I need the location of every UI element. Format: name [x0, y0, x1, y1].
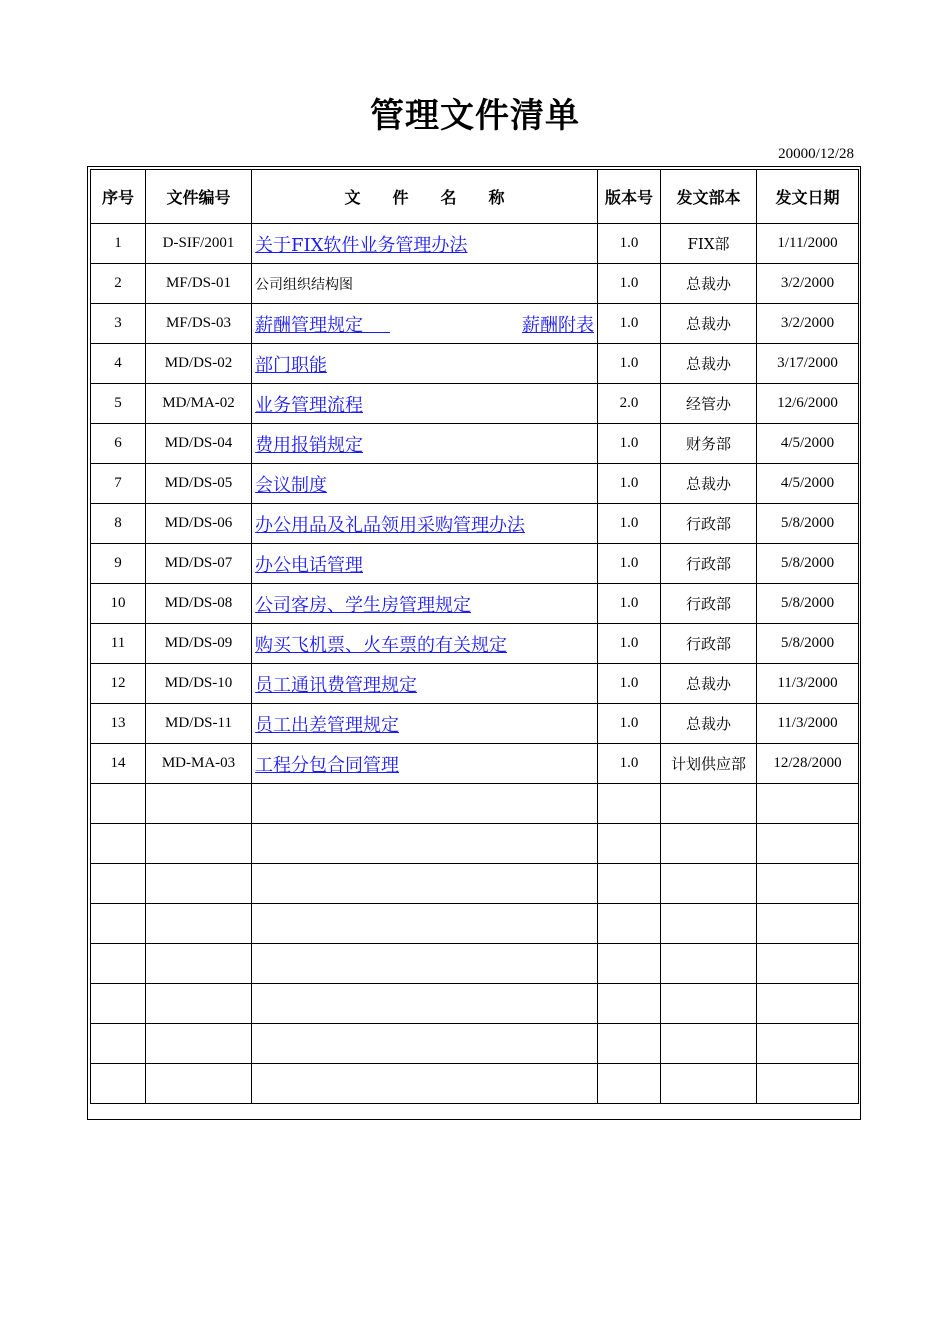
file-link[interactable]: 购买飞机票、火车票的有关规定	[255, 634, 507, 656]
document-date: 20000/12/28	[778, 146, 854, 162]
empty-cell	[598, 1064, 661, 1104]
row-file-name-cell	[252, 664, 598, 704]
empty-cell	[252, 864, 598, 904]
row-number: 5	[91, 384, 146, 424]
row-version: 1.0	[598, 664, 661, 704]
empty-table-row	[91, 944, 859, 984]
row-file-name-cell	[252, 304, 598, 344]
empty-cell	[146, 904, 252, 944]
empty-cell	[598, 944, 661, 984]
empty-cell	[146, 824, 252, 864]
file-link[interactable]: 关于FIX软件业务管理办法	[255, 234, 468, 256]
row-version: 1.0	[598, 504, 661, 544]
row-issue-date: 12/6/2000	[757, 384, 859, 424]
row-file-code: MF/DS-03	[146, 304, 252, 344]
row-dept: 行政部	[661, 584, 757, 624]
empty-cell	[252, 984, 598, 1024]
empty-cell	[598, 784, 661, 824]
empty-cell	[146, 784, 252, 824]
row-file-code: MD-MA-03	[146, 744, 252, 784]
table-row	[91, 704, 859, 744]
empty-cell	[146, 1064, 252, 1104]
row-dept: 总裁办	[661, 704, 757, 744]
row-issue-date: 3/17/2000	[757, 344, 859, 384]
page-title: 管理文件清单	[370, 96, 580, 136]
file-link[interactable]: 员工通讯费管理规定	[255, 674, 417, 696]
row-file-name-cell	[252, 344, 598, 384]
empty-cell	[757, 984, 859, 1024]
row-issue-date: 5/8/2000	[757, 504, 859, 544]
file-link[interactable]: 会议制度	[255, 474, 327, 496]
empty-cell	[661, 824, 757, 864]
row-number: 7	[91, 464, 146, 504]
table-row	[91, 344, 859, 384]
row-dept: 总裁办	[661, 664, 757, 704]
empty-cell	[91, 1064, 146, 1104]
file-link[interactable]: 办公用品及礼品领用采购管理办法	[255, 514, 525, 536]
header-name-char: 名	[440, 188, 457, 207]
empty-cell	[661, 1024, 757, 1064]
empty-cell	[146, 864, 252, 904]
row-file-code: MD/DS-09	[146, 624, 252, 664]
row-dept: 经管办	[661, 384, 757, 424]
empty-cell	[146, 944, 252, 984]
header-no: 序号	[91, 170, 146, 224]
row-file-name-cell	[252, 704, 598, 744]
header-name-char: 件	[392, 188, 409, 207]
table-row	[91, 424, 859, 464]
row-file-name-cell	[252, 424, 598, 464]
row-number: 11	[91, 624, 146, 664]
empty-cell	[757, 1064, 859, 1104]
empty-cell	[661, 864, 757, 904]
row-version: 1.0	[598, 264, 661, 304]
file-link[interactable]: 工程分包合同管理	[255, 754, 399, 776]
row-file-code: MD/MA-02	[146, 384, 252, 424]
row-file-code: MD/DS-02	[146, 344, 252, 384]
empty-cell	[757, 864, 859, 904]
row-file-code: MD/DS-10	[146, 664, 252, 704]
empty-table-row	[91, 784, 859, 824]
row-version: 1.0	[598, 424, 661, 464]
empty-cell	[252, 904, 598, 944]
row-issue-date: 5/8/2000	[757, 544, 859, 584]
row-version: 1.0	[598, 544, 661, 584]
table-row	[91, 624, 859, 664]
empty-table-row	[91, 864, 859, 904]
row-issue-date: 4/5/2000	[757, 424, 859, 464]
table-row	[91, 384, 859, 424]
table-row	[91, 304, 859, 344]
row-number: 13	[91, 704, 146, 744]
empty-cell	[661, 984, 757, 1024]
empty-cell	[91, 904, 146, 944]
row-file-code: MF/DS-01	[146, 264, 252, 304]
row-dept: 行政部	[661, 544, 757, 584]
row-file-name-cell	[252, 264, 598, 304]
empty-cell	[252, 944, 598, 984]
empty-cell	[661, 904, 757, 944]
empty-table-row	[91, 904, 859, 944]
link-underline-gap	[363, 315, 390, 336]
empty-cell	[252, 1024, 598, 1064]
header-name	[252, 170, 598, 224]
empty-cell	[757, 784, 859, 824]
row-dept: 行政部	[661, 624, 757, 664]
header-issue-date: 发文日期	[757, 170, 859, 224]
row-issue-date: 3/2/2000	[757, 304, 859, 344]
table-header-row	[91, 170, 859, 224]
row-file-name-cell	[252, 504, 598, 544]
row-version: 1.0	[598, 464, 661, 504]
header-name-char: 称	[488, 188, 505, 207]
row-file-name-cell	[252, 584, 598, 624]
row-number: 3	[91, 304, 146, 344]
row-file-name-cell	[252, 744, 598, 784]
table-row	[91, 224, 859, 264]
row-issue-date: 11/3/2000	[757, 704, 859, 744]
document-list-table	[90, 169, 859, 1104]
file-link[interactable]: 员工出差管理规定	[255, 714, 399, 736]
row-number: 6	[91, 424, 146, 464]
table-row	[91, 664, 859, 704]
row-file-name-cell	[252, 224, 598, 264]
row-number: 12	[91, 664, 146, 704]
row-issue-date: 11/3/2000	[757, 664, 859, 704]
row-number: 10	[91, 584, 146, 624]
empty-cell	[91, 824, 146, 864]
row-issue-date: 3/2/2000	[757, 264, 859, 304]
row-dept: 财务部	[661, 424, 757, 464]
header-code: 文件编号	[146, 170, 252, 224]
file-link-secondary[interactable]: 薪酬附表	[522, 314, 594, 336]
row-file-code: MD/DS-06	[146, 504, 252, 544]
header-dept: 发文部本	[661, 170, 757, 224]
empty-cell	[598, 904, 661, 944]
header-version: 版本号	[598, 170, 661, 224]
empty-cell	[252, 784, 598, 824]
empty-cell	[757, 904, 859, 944]
row-dept: 计划供应部	[661, 744, 757, 784]
table-row	[91, 504, 859, 544]
file-link[interactable]: 公司客房、学生房管理规定	[255, 594, 471, 616]
empty-table-row	[91, 1024, 859, 1064]
empty-cell	[598, 1024, 661, 1064]
row-number: 2	[91, 264, 146, 304]
empty-cell	[146, 1024, 252, 1064]
empty-cell	[598, 984, 661, 1024]
row-number: 8	[91, 504, 146, 544]
empty-cell	[661, 944, 757, 984]
file-link[interactable]: 费用报销规定	[255, 434, 363, 456]
row-version: 1.0	[598, 704, 661, 744]
row-file-code: MD/DS-11	[146, 704, 252, 744]
row-dept: 总裁办	[661, 344, 757, 384]
empty-cell	[252, 1064, 598, 1104]
empty-table-row	[91, 824, 859, 864]
row-file-code: MD/DS-07	[146, 544, 252, 584]
empty-cell	[757, 824, 859, 864]
row-number: 4	[91, 344, 146, 384]
header-name-char: 文	[344, 188, 361, 207]
file-name: 公司组织结构图	[255, 276, 353, 293]
empty-cell	[598, 864, 661, 904]
row-file-name-cell	[252, 384, 598, 424]
row-number: 14	[91, 744, 146, 784]
row-version: 1.0	[598, 224, 661, 264]
file-link[interactable]: 办公电话管理	[255, 554, 363, 576]
row-file-code: MD/DS-08	[146, 584, 252, 624]
row-issue-date: 1/11/2000	[757, 224, 859, 264]
row-version: 1.0	[598, 584, 661, 624]
row-version: 1.0	[598, 304, 661, 344]
empty-cell	[757, 944, 859, 984]
empty-cell	[91, 944, 146, 984]
row-number: 9	[91, 544, 146, 584]
row-version: 1.0	[598, 744, 661, 784]
empty-cell	[91, 864, 146, 904]
empty-cell	[661, 1064, 757, 1104]
row-version: 2.0	[598, 384, 661, 424]
table-row	[91, 264, 859, 304]
row-number: 1	[91, 224, 146, 264]
empty-cell	[91, 984, 146, 1024]
empty-cell	[598, 824, 661, 864]
row-file-name-cell	[252, 464, 598, 504]
row-dept: 总裁办	[661, 304, 757, 344]
file-link[interactable]: 部门职能	[255, 354, 327, 376]
table-row	[91, 464, 859, 504]
empty-cell	[252, 824, 598, 864]
row-issue-date: 12/28/2000	[757, 744, 859, 784]
row-issue-date: 4/5/2000	[757, 464, 859, 504]
table-row	[91, 544, 859, 584]
file-link[interactable]: 薪酬管理规定	[255, 314, 363, 336]
row-file-code: MD/DS-05	[146, 464, 252, 504]
row-dept: 总裁办	[661, 264, 757, 304]
row-file-name-cell	[252, 624, 598, 664]
table-row	[91, 744, 859, 784]
empty-cell	[91, 1024, 146, 1064]
row-issue-date: 5/8/2000	[757, 584, 859, 624]
empty-cell	[661, 784, 757, 824]
row-version: 1.0	[598, 624, 661, 664]
row-dept: FIX部	[661, 224, 757, 264]
empty-table-row	[91, 984, 859, 1024]
row-file-name-cell	[252, 544, 598, 584]
row-dept: 总裁办	[661, 464, 757, 504]
row-issue-date: 5/8/2000	[757, 624, 859, 664]
table-row	[91, 584, 859, 624]
empty-cell	[91, 784, 146, 824]
row-file-code: D-SIF/2001	[146, 224, 252, 264]
empty-cell	[757, 1024, 859, 1064]
empty-cell	[146, 984, 252, 1024]
row-file-code: MD/DS-04	[146, 424, 252, 464]
file-link[interactable]: 业务管理流程	[255, 394, 363, 416]
empty-table-row	[91, 1064, 859, 1104]
row-dept: 行政部	[661, 504, 757, 544]
row-version: 1.0	[598, 344, 661, 384]
